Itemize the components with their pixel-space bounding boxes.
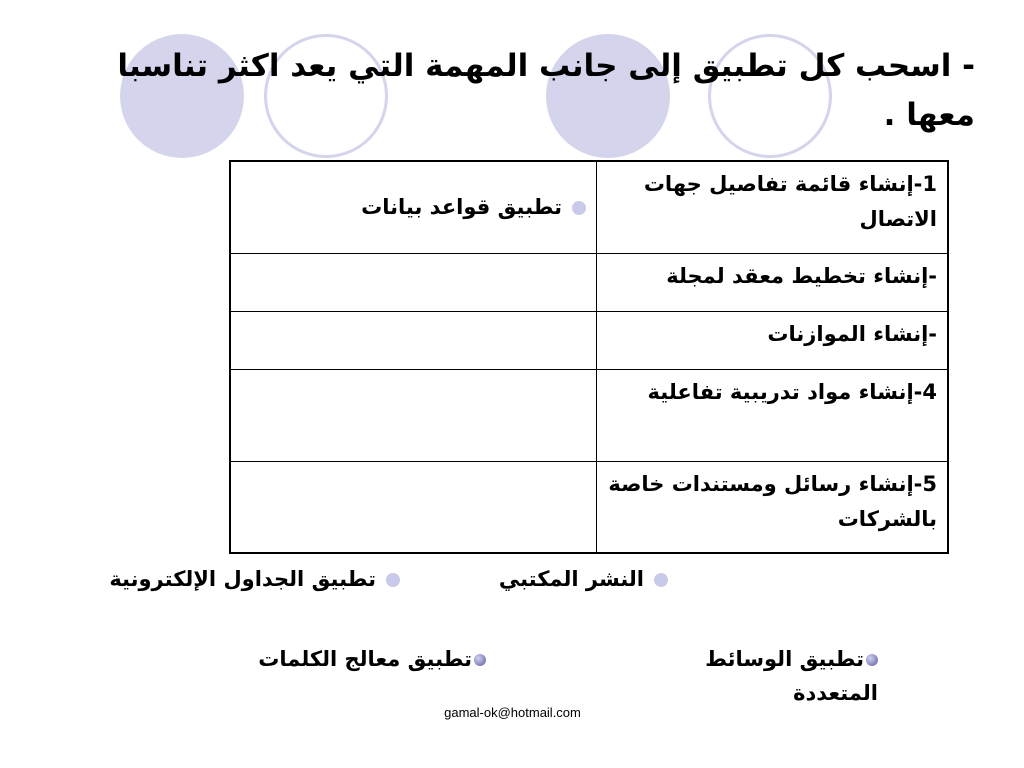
table-row (230, 369, 948, 461)
slide-title: - اسحب كل تطبيق إلى جانب المهمة التي يعد اكثر تناسبا معها . (117, 48, 975, 133)
table-row (230, 253, 948, 311)
app-label: تطبيق الجداول الإلكترونية (109, 567, 376, 591)
app-label: النشر المكتبي (498, 567, 644, 591)
task-cell: -إنشاء الموازنات (597, 311, 949, 369)
task-cell: 5-إنشاء رسائل ومستندات خاصة بالشركات (597, 461, 949, 553)
task-cell: -إنشاء تخطيط معقد لمجلة (597, 253, 949, 311)
bullet-icon (386, 573, 400, 587)
draggable-app-databases[interactable]: تطبيق قواعد بيانات (361, 194, 562, 219)
draggable-app-spreadsheets[interactable] (109, 562, 400, 596)
task-cell: 4-إنشاء مواد تدريبية تفاعلية (597, 369, 949, 461)
bullet-icon (572, 201, 586, 215)
draggable-app-multimedia[interactable] (678, 642, 878, 710)
bullet-icon (474, 654, 486, 666)
drop-target[interactable] (230, 161, 597, 253)
table-row (230, 311, 948, 369)
table-row (230, 461, 948, 553)
table-row (230, 161, 948, 253)
drop-target[interactable] (230, 369, 597, 461)
footer-email: gamal-ok@hotmail.com (444, 705, 581, 720)
draggable-app-word-processor[interactable] (258, 642, 486, 676)
drop-target[interactable] (230, 461, 597, 553)
draggable-app-desktop-publishing[interactable] (499, 562, 668, 596)
task-table (229, 160, 949, 554)
task-cell: 1-إنشاء قائمة تفاصيل جهات الاتصال (597, 161, 949, 253)
drop-target[interactable] (230, 253, 597, 311)
app-label: تطبيق معالج الكلمات (258, 647, 472, 671)
bullet-icon (866, 654, 878, 666)
drop-target[interactable] (230, 311, 597, 369)
bullet-icon (654, 573, 668, 587)
app-label: تطبيق الوسائط المتعددة (705, 647, 878, 705)
